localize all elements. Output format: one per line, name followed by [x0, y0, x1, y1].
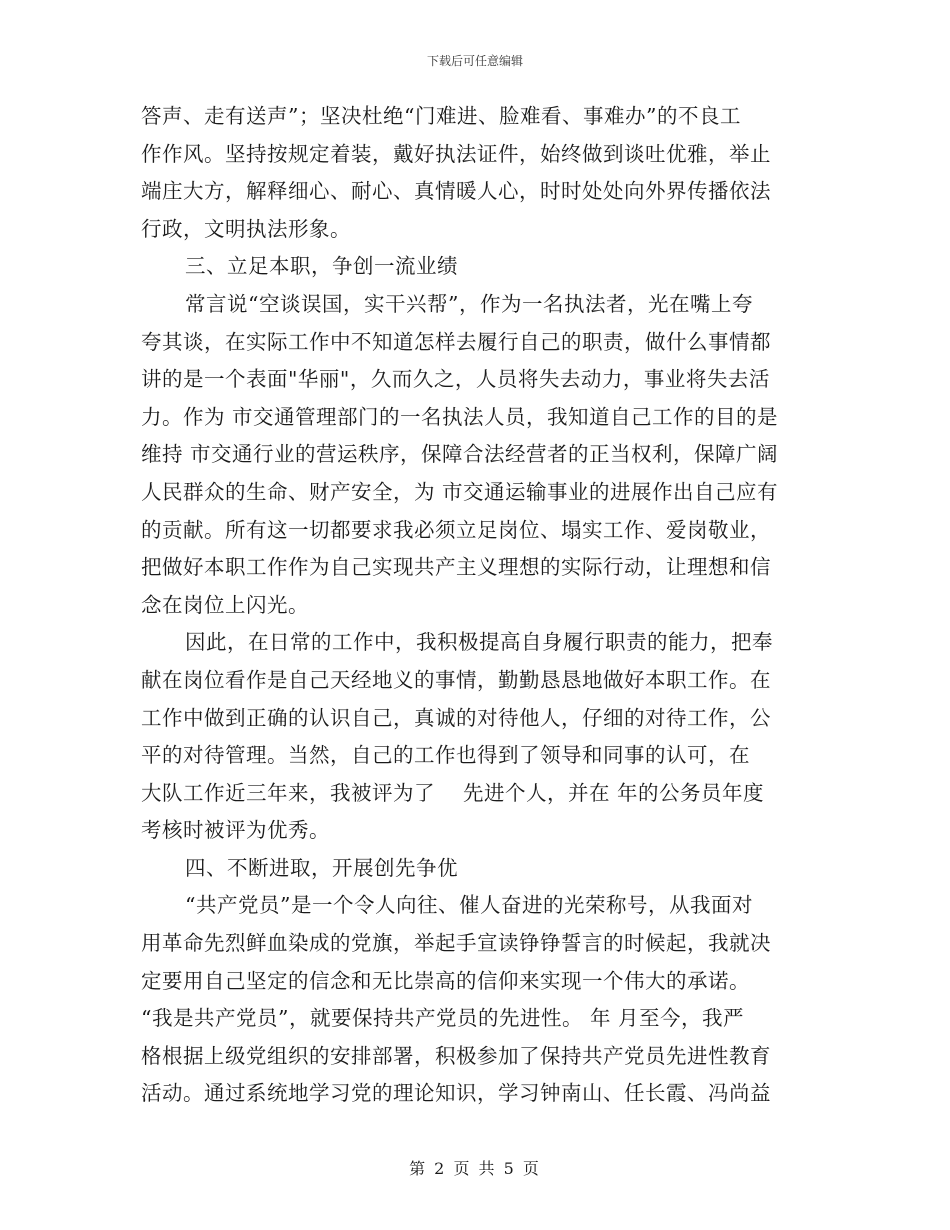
text-line: 端庄大方，解释细心、耐心、真情暖人心，时时处处向外界传播依法 — [141, 179, 771, 204]
text-line: 行政，文明执法形象。 — [141, 216, 351, 241]
text-line: 维持 市交通行业的营运秩序，保障合法经营者的正当权利，保障广阔 — [141, 442, 779, 467]
text-line: 定要用自己坚定的信念和无比崇高的信仰来实现一个伟大的承诺。 — [141, 968, 750, 993]
text-line: 作作风。坚持按规定着装，戴好执法证件，始终做到谈吐优雅，举止 — [141, 141, 771, 166]
text-line: “我是共产党员”，就要保持共产党员的先进性。 年 月至今，我严 — [141, 1006, 744, 1031]
text-line: 平的对待管理。当然，自己的工作也得到了领导和同事的认可，在 — [141, 743, 750, 768]
text-line: 人民群众的生命、财产安全，为 市交通运输事业的进展作出自己应有 — [141, 479, 779, 504]
text-line: 念在岗位上闪光。 — [141, 592, 309, 617]
text-line: 答声、走有送声”；坚决杜绝“门难进、脸难看、事难办”的不良工 — [141, 104, 741, 128]
text-line: 工作中做到正确的认识自己，真诚的对待他人，仔细的对待工作，公 — [141, 705, 771, 730]
text-line: 把做好本职工作作为自己实现共产主义理想的实际行动，让理想和信 — [141, 555, 771, 580]
text-line: 用革命先烈鲜血染成的党旗，举起手宣读铮铮誓言的时候起，我就决 — [141, 931, 771, 956]
text-line: 格根据上级党组织的安排部署，积极参加了保持共产党员先进性教育 — [141, 1043, 771, 1068]
text-line: 的贡献。所有这一切都要求我必须立足岗位、塌实工作、爱岗敬业， — [141, 517, 771, 542]
section-heading: 三、立足本职，争创一流业绩 — [185, 254, 458, 279]
text-line: 常言说“空谈误国，实干兴帮”，作为一名执法者，光在嘴上夸 — [185, 291, 753, 316]
text-line: 考核时被评为优秀。 — [141, 818, 330, 843]
document-body — [141, 98, 811, 1113]
text-line: 夸其谈，在实际工作中不知道怎样去履行自己的职责，做什么事情都 — [141, 329, 771, 354]
text-line: “共产党员”是一个令人向往、催人奋进的光荣称号，从我面对 — [185, 893, 753, 918]
text-line: 大队工作近三年来，我被评为了 先进个人，并在 年的公务员年度 — [141, 780, 765, 805]
text-line: 讲的是一个表面"华丽"，久而久之，人员将失去动力，事业将失去活 — [141, 367, 770, 392]
text-line: 力。作为 市交通管理部门的一名执法人员，我知道自己工作的目的是 — [141, 404, 779, 429]
text-line: 献在岗位看作是自己天经地义的事情，勤勤恳恳地做好本职工作。在 — [141, 667, 771, 692]
page-header: 下载后可任意编辑 — [426, 54, 523, 68]
section-heading: 四、不断进取，开展创先争优 — [185, 855, 458, 880]
page-number-footer: 第 2 页 共 5 页 — [409, 1159, 541, 1178]
text-line: 活动。通过系统地学习党的理论知识，学习钟南山、任长霞、冯尚益 — [141, 1081, 771, 1106]
text-line: 因此，在日常的工作中，我积极提高自身履行职责的能力，把奉 — [185, 630, 773, 655]
